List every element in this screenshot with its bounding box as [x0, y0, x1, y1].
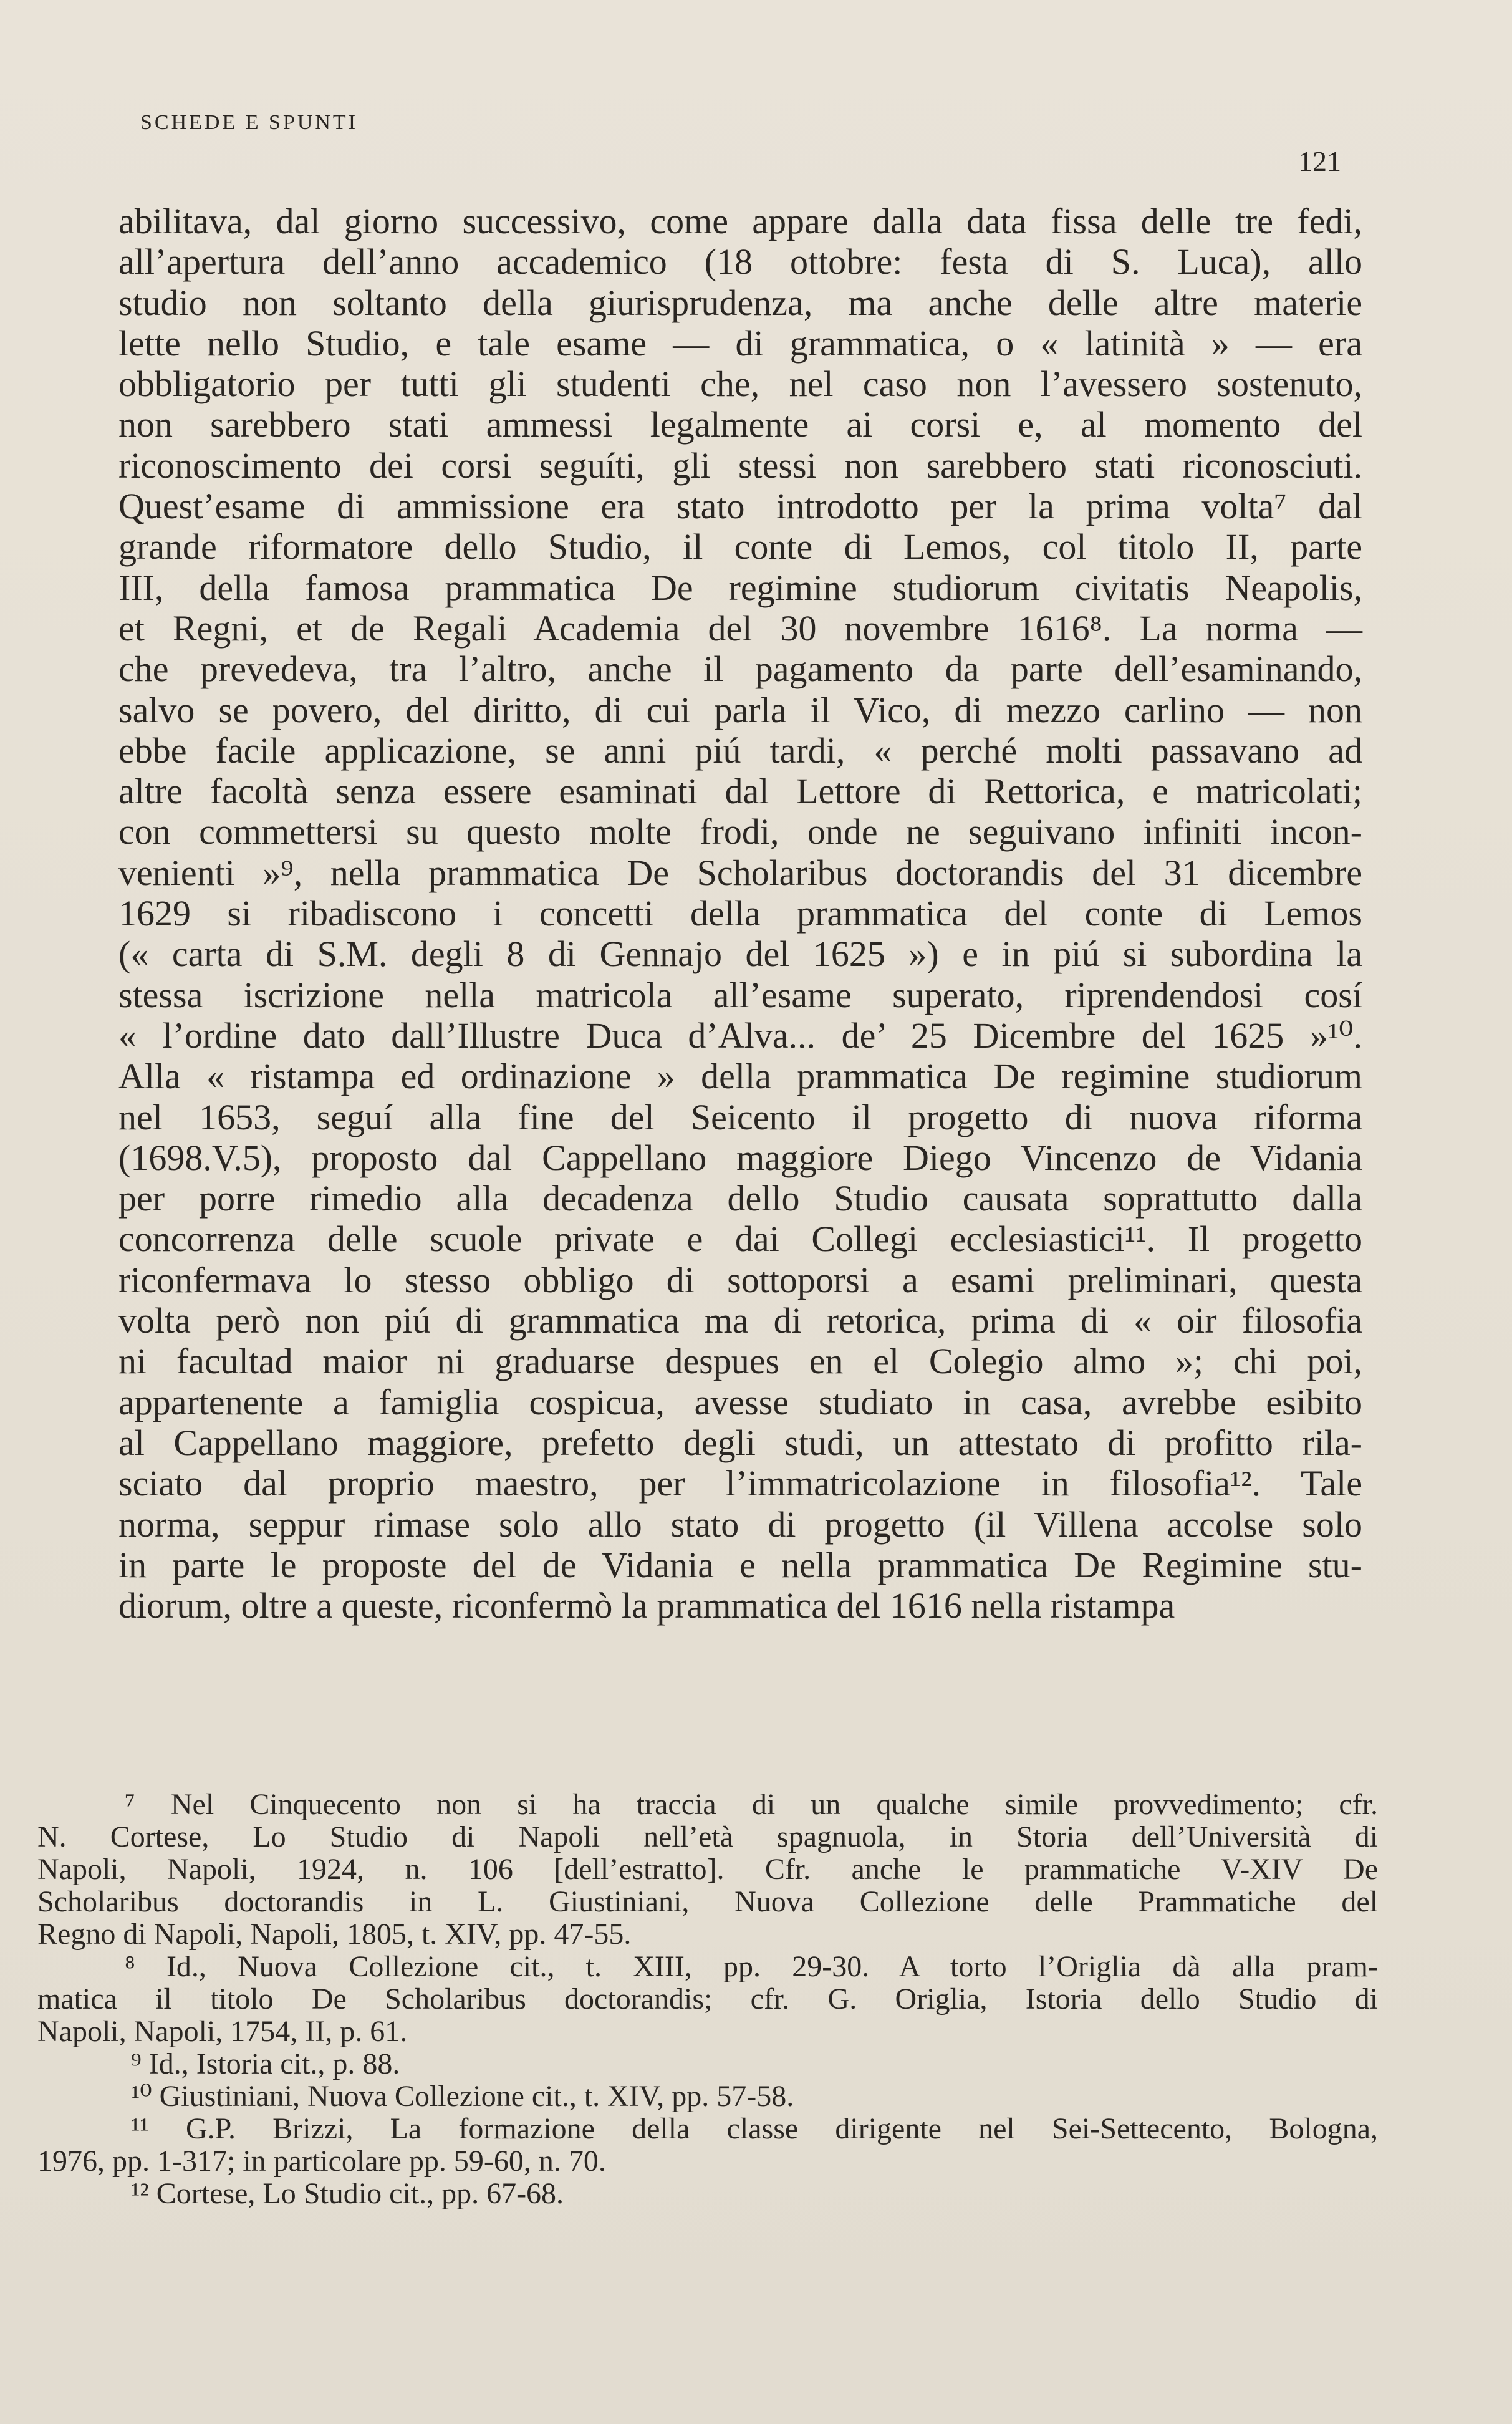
body-line: nel 1653, seguí alla fine del Seicento il progetto di nuova riforma — [118, 1096, 1362, 1137]
body-line: et Regni, et de Regali Academia del 30 novembre 1616⁸. La norma — — [118, 607, 1362, 649]
body-line: volta però non piú di grammatica ma di retorica, prima di « oir filosofia — [118, 1300, 1362, 1341]
body-line: venienti »⁹, nella prammatica De Scholaribus doctorandis del 31 dicembre — [118, 852, 1362, 893]
body-line: per porre rimedio alla decadenza dello Studio causata soprattutto dalla — [118, 1178, 1362, 1219]
body-line: Alla « ristampa ed ordinazione » della prammatica De regimine studiorum — [118, 1056, 1362, 1097]
page-number: 121 — [1298, 145, 1341, 177]
body-line: con commettersi su questo molte frodi, onde ne seguivano infiniti incon- — [118, 811, 1362, 852]
body-line: sciato dal proprio maestro, per l’immatricolazione in filosofia¹². Tale — [118, 1463, 1362, 1504]
footnote-line: ¹⁰ Giustiniani, Nuova Collezione cit., t. XIV, pp. 57-58. — [131, 2080, 794, 2113]
footnote-line: ⁸ Id., Nuova Collezione cit., t. XIII, pp. 29-30. A torto l’Origlia dà alla pram- — [125, 1950, 1378, 1983]
body-line: (1698.V.5), proposto dal Cappellano maggiore Diego Vincenzo de Vidania — [118, 1137, 1362, 1178]
footnote-line: ⁹ Id., Istoria cit., p. 88. — [131, 2047, 400, 2080]
body-line: lette nello Studio, e tale esame — di grammatica, o « latinità » — era — [118, 322, 1362, 364]
body-line: riconoscimento dei corsi seguíti, gli stessi non sarebbero stati riconosciuti. — [118, 445, 1362, 486]
body-line: diorum, oltre a queste, riconfermò la prammatica del 1616 nella ristampa — [118, 1585, 1175, 1626]
body-line: concorrenza delle scuole private e dai Collegi ecclesiastici¹¹. Il progetto — [118, 1219, 1362, 1260]
body-line: non sarebbero stati ammessi legalmente ai corsi e, al momento del — [118, 404, 1362, 445]
body-line: che prevedeva, tra l’altro, anche il pagamento da parte dell’esaminando, — [118, 649, 1362, 690]
body-line: III, della famosa prammatica De regimine studiorum civitatis Neapolis, — [118, 567, 1362, 608]
body-line: norma, seppur rimase solo allo stato di progetto (il Villena accolse solo — [118, 1504, 1362, 1545]
body-line: al Cappellano maggiore, prefetto degli studi, un attestato di profitto rila- — [118, 1422, 1362, 1463]
footnote-line: ¹¹ G.P. Brizzi, La formazione della classe dirigente nel Sei-Settecento, Bologna, — [131, 2112, 1378, 2145]
footnote-line: Napoli, Napoli, 1924, n. 106 [dell’estratto]. Cfr. anche le prammatiche V-XIV De — [37, 1853, 1378, 1886]
footnote-line: Scholaribus doctorandis in L. Giustiniani, Nuova Collezione delle Prammatiche del — [37, 1885, 1378, 1918]
body-line: ni facultad maior ni graduarse despues en el Colegio almo »; chi poi, — [118, 1341, 1362, 1382]
body-line: appartenente a famiglia cospicua, avesse studiato in casa, avrebbe esibito — [118, 1381, 1362, 1422]
body-line: 1629 si ribadiscono i concetti della prammatica del conte di Lemos — [118, 893, 1362, 934]
body-line: all’apertura dell’anno accademico (18 ottobre: festa di S. Luca), allo — [118, 241, 1362, 282]
body-line: stessa iscrizione nella matricola all’esame superato, riprendendosi cosí — [118, 974, 1362, 1015]
body-line: « l’ordine dato dall’Illustre Duca d’Alva... de’ 25 Dicembre del 1625 »¹⁰. — [118, 1015, 1362, 1056]
body-line: ebbe facile applicazione, se anni piú tardi, « perché molti passavano ad — [118, 730, 1362, 771]
body-line: salvo se povero, del diritto, di cui parla il Vico, di mezzo carlino — non — [118, 689, 1362, 730]
body-line: in parte le proposte del de Vidania e nella prammatica De Regimine stu- — [118, 1544, 1362, 1585]
footnotes — [37, 1789, 1378, 2210]
body-line: riconfermava lo stesso obbligo di sottoporsi a esami preliminari, questa — [118, 1259, 1362, 1300]
footnote-line: ¹² Cortese, Lo Studio cit., pp. 67-68. — [131, 2177, 564, 2210]
body-line: (« carta di S.M. degli 8 di Gennajo del 1625 ») e in piú si subordina la — [118, 934, 1362, 975]
body-line: studio non soltanto della giurisprudenza, ma anche delle altre materie — [118, 282, 1362, 323]
body-line: abilitava, dal giorno successivo, come appare dalla data fissa delle tre fedi, — [118, 201, 1362, 241]
body-line: Quest’esame di ammissione era stato introdotto per la prima volta⁷ dal — [118, 486, 1362, 527]
footnote-line: ⁷ Nel Cinquecento non si ha traccia di un qualche simile provvedimento; cfr. — [125, 1788, 1378, 1821]
running-head: SCHEDE E SPUNTI — [140, 111, 359, 134]
footnote-line: Napoli, Napoli, 1754, II, p. 61. — [37, 2015, 408, 2048]
body-text — [118, 201, 1362, 1626]
footnote-line: N. Cortese, Lo Studio di Napoli nell’età spagnuola, in Storia dell’Università di — [37, 1820, 1378, 1853]
body-line: altre facoltà senza essere esaminati dal Lettore di Rettorica, e matricolati; — [118, 771, 1362, 812]
footnote-line: 1976, pp. 1-317; in particolare pp. 59-60, n. 70. — [37, 2145, 606, 2178]
body-line: obbligatorio per tutti gli studenti che, nel caso non l’avessero sostenuto, — [118, 364, 1362, 405]
footnote-line: matica il titolo De Scholaribus doctorandis; cfr. G. Origlia, Istoria dello Studio di — [37, 1982, 1378, 2016]
body-line: grande riformatore dello Studio, il conte di Lemos, col titolo II, parte — [118, 526, 1362, 567]
footnote-line: Regno di Napoli, Napoli, 1805, t. XIV, pp. 47-55. — [37, 1918, 632, 1951]
